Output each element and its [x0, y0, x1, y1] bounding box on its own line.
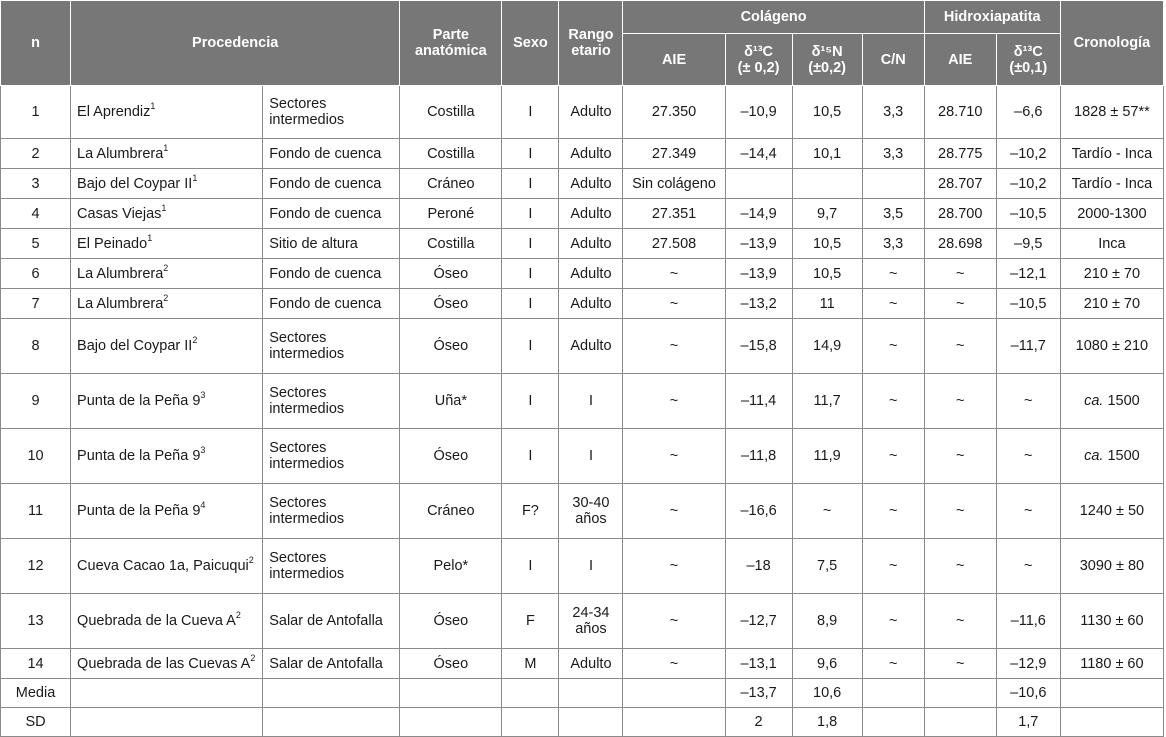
cell-d13c: –13,9 [725, 229, 792, 259]
cell-aie: ~ [623, 649, 725, 679]
cell-d13c-h: –10,2 [996, 169, 1060, 199]
empty-cell [400, 679, 502, 708]
cell-d15n: 14,9 [792, 319, 862, 374]
cell-aie-h: ~ [924, 539, 996, 594]
cell-sector: Sectores intermedios [263, 429, 400, 484]
table-row [1, 139, 1164, 169]
cell-parte: Óseo [400, 289, 502, 319]
table-row [1, 374, 1164, 429]
cell-d15n: 10,6 [792, 679, 862, 708]
cell-sitio [71, 649, 263, 679]
cell-d13c: –16,6 [725, 484, 792, 539]
empty-cell [623, 679, 725, 708]
cell-sitio [71, 484, 263, 539]
cell-sexo: I [502, 429, 559, 484]
cell-d13c: –18 [725, 539, 792, 594]
cell-d13c-h: –10,2 [996, 139, 1060, 169]
cell-crono: Tardío - Inca [1060, 169, 1163, 199]
crono-value: 1500 [1107, 393, 1140, 409]
cell-sexo: I [502, 229, 559, 259]
cell-sexo: I [502, 319, 559, 374]
cell-sitio [71, 289, 263, 319]
empty-cell [559, 679, 623, 708]
site-name: Casas Viejas [77, 205, 162, 222]
cell-d13c-h: ~ [996, 539, 1060, 594]
reference-mark: 1 [150, 101, 156, 112]
cell-edad: 30-40 años [559, 484, 623, 539]
cell-crono: Inca [1060, 229, 1163, 259]
table-row [1, 86, 1164, 139]
cell-d15n [792, 169, 862, 199]
cell-d15n: 7,5 [792, 539, 862, 594]
site-name: Cueva Cacao 1a, Paicuqui [77, 558, 249, 574]
cell-aie: ~ [623, 429, 725, 484]
header-col-d15n [792, 34, 862, 86]
cell-sitio [71, 229, 263, 259]
cell-n: 12 [1, 539, 71, 594]
header-colageno: Colágeno [623, 1, 924, 34]
cell-sector: Sectores intermedios [263, 374, 400, 429]
cell-sexo: I [502, 86, 559, 139]
cell-cn: ~ [862, 429, 924, 484]
cell-edad: Adulto [559, 169, 623, 199]
cell-aie-h: ~ [924, 374, 996, 429]
site-name: Bajo del Coypar II [77, 175, 193, 192]
reference-mark: 1 [163, 142, 169, 153]
cell-cn: ~ [862, 259, 924, 289]
cell-d13c-h: –10,5 [996, 289, 1060, 319]
header-hid-d13c-label: δ¹³C [1013, 43, 1043, 60]
cell-d15n: 11,7 [792, 374, 862, 429]
cell-edad: I [559, 429, 623, 484]
header-hid-d13c [996, 34, 1060, 86]
cell-edad: Adulto [559, 139, 623, 169]
header-hid-d13c-error: (±0,1) [1009, 59, 1048, 76]
cell-edad: Adulto [559, 649, 623, 679]
cell-parte: Cráneo [400, 484, 502, 539]
cell-aie: 27.351 [623, 199, 725, 229]
cell-n: 6 [1, 259, 71, 289]
table-row [1, 259, 1164, 289]
cell-d15n: 11 [792, 289, 862, 319]
cell-crono: 1828 ± 57** [1060, 86, 1163, 139]
cell-cn [862, 169, 924, 199]
cell-sector: Fondo de cuenca [263, 259, 400, 289]
crono-value: 1500 [1107, 448, 1140, 464]
cell-parte: Cráneo [400, 169, 502, 199]
empty-cell [71, 679, 263, 708]
cell-sector: Salar de Antofalla [263, 649, 400, 679]
cell-d13c: –13,7 [725, 679, 792, 708]
cell-sitio [71, 429, 263, 484]
header-hidroxiapatita: Hidroxiapatita [924, 1, 1060, 34]
cell-d13c: –13,9 [725, 259, 792, 289]
cell-sector: Sectores intermedios [263, 86, 400, 139]
cell-d15n: 9,6 [792, 649, 862, 679]
cell-cn: 3,3 [862, 86, 924, 139]
empty-cell [71, 708, 263, 737]
cell-d13c-h: –12,9 [996, 649, 1060, 679]
cell-sector: Fondo de cuenca [263, 139, 400, 169]
cell-sector: Sectores intermedios [263, 539, 400, 594]
site-name: Quebrada de las Cuevas A [77, 655, 251, 672]
cell-sitio [71, 319, 263, 374]
cell-crono: 1240 ± 50 [1060, 484, 1163, 539]
table-row [1, 594, 1164, 649]
reference-mark: 1 [161, 202, 167, 213]
cell-parte: Uña* [400, 374, 502, 429]
cell-d15n: ~ [792, 484, 862, 539]
site-name: Quebrada de la Cueva A [77, 613, 236, 629]
cell-cn: 3,5 [862, 199, 924, 229]
cell-parte: Óseo [400, 259, 502, 289]
cell-sector: Fondo de cuenca [263, 169, 400, 199]
cell-parte: Pelo* [400, 539, 502, 594]
table-row [1, 484, 1164, 539]
cell-edad: Adulto [559, 259, 623, 289]
cell-edad: Adulto [559, 86, 623, 139]
cell-d13c-h: –10,6 [996, 679, 1060, 708]
cell-cn: ~ [862, 649, 924, 679]
header-col-d13c [725, 34, 792, 86]
cell-aie: ~ [623, 374, 725, 429]
cell-n: 3 [1, 169, 71, 199]
cell-sector: Fondo de cuenca [263, 289, 400, 319]
reference-mark: 2 [163, 292, 169, 303]
cell-cn: 3,3 [862, 139, 924, 169]
cell-crono [1060, 374, 1163, 429]
cell-sexo: I [502, 169, 559, 199]
cell-d13c: –14,4 [725, 139, 792, 169]
table-row [1, 169, 1164, 199]
cell-aie: ~ [623, 319, 725, 374]
cell-d15n: 8,9 [792, 594, 862, 649]
cell-sitio [71, 374, 263, 429]
site-name: Punta de la Peña 9 [77, 503, 201, 519]
reference-mark: 1 [192, 172, 198, 183]
header-d13c-error: (± 0,2) [737, 59, 780, 76]
empty-cell [263, 708, 400, 737]
cell-aie-h: ~ [924, 484, 996, 539]
header-rango-etario [559, 1, 623, 86]
cell-n: 1 [1, 86, 71, 139]
cell-d13c-h: 1,7 [996, 708, 1060, 737]
cell-crono: Tardío - Inca [1060, 139, 1163, 169]
cell-aie-h: 28.698 [924, 229, 996, 259]
cell-d13c-h: –11,6 [996, 594, 1060, 649]
cell-d13c: –11,4 [725, 374, 792, 429]
cell-aie: ~ [623, 289, 725, 319]
cell-crono: 210 ± 70 [1060, 259, 1163, 289]
cell-d13c-h: –6,6 [996, 86, 1060, 139]
cell-crono: 1080 ± 210 [1060, 319, 1163, 374]
circa-prefix: ca. [1084, 393, 1104, 409]
cell-d15n: 10,5 [792, 259, 862, 289]
reference-mark: 2 [248, 555, 254, 566]
header-rango-line2: etario [571, 43, 611, 59]
cell-d13c-h: ~ [996, 374, 1060, 429]
cell-sexo: I [502, 289, 559, 319]
table-row [1, 539, 1164, 594]
empty-cell [502, 708, 559, 737]
cell-aie-h: ~ [924, 594, 996, 649]
cell-aie-h: ~ [924, 289, 996, 319]
cell-n: 5 [1, 229, 71, 259]
cell-d13c: –10,9 [725, 86, 792, 139]
summary-row-media [1, 679, 1164, 708]
cell-sitio [71, 169, 263, 199]
empty-cell [862, 679, 924, 708]
cell-cn: ~ [862, 539, 924, 594]
cell-aie-h: 28.700 [924, 199, 996, 229]
cell-d15n: 9,7 [792, 199, 862, 229]
cell-d13c-h: –12,1 [996, 259, 1060, 289]
reference-mark: 1 [147, 232, 153, 243]
cell-n: 7 [1, 289, 71, 319]
cell-aie: ~ [623, 594, 725, 649]
cell-d13c: 2 [725, 708, 792, 737]
header-cronologia: Cronología [1060, 1, 1163, 86]
header-d15n-error: (±0,2) [808, 59, 847, 76]
cell-aie-h: 28.775 [924, 139, 996, 169]
cell-d13c: –15,8 [725, 319, 792, 374]
cell-d15n: 11,9 [792, 429, 862, 484]
header-col-aie: AIE [623, 34, 725, 86]
cell-sitio [71, 259, 263, 289]
cell-sitio [71, 594, 263, 649]
cell-n: 10 [1, 429, 71, 484]
cell-cn: ~ [862, 319, 924, 374]
header-sexo: Sexo [502, 1, 559, 86]
cell-cn: ~ [862, 289, 924, 319]
reference-mark: 3 [200, 445, 206, 456]
reference-mark: 2 [235, 610, 241, 621]
cell-summary-label: SD [1, 708, 71, 737]
table-row [1, 289, 1164, 319]
empty-cell [263, 679, 400, 708]
cell-aie-h: ~ [924, 259, 996, 289]
cell-parte: Óseo [400, 319, 502, 374]
header-hid-aie: AIE [924, 34, 996, 86]
cell-sitio [71, 139, 263, 169]
cell-crono: 1180 ± 60 [1060, 649, 1163, 679]
header-n: n [1, 1, 71, 86]
reference-mark: 2 [250, 652, 256, 663]
cell-cn: ~ [862, 484, 924, 539]
empty-cell [924, 679, 996, 708]
cell-d13c [725, 169, 792, 199]
cell-parte: Óseo [400, 594, 502, 649]
table-row [1, 229, 1164, 259]
cell-n: 9 [1, 374, 71, 429]
cell-crono: 2000-1300 [1060, 199, 1163, 229]
cell-aie: 27.508 [623, 229, 725, 259]
cell-sexo: F? [502, 484, 559, 539]
table-body [1, 86, 1164, 737]
cell-n: 4 [1, 199, 71, 229]
cell-parte: Óseo [400, 429, 502, 484]
cell-aie-h: ~ [924, 429, 996, 484]
site-name: El Peinado [77, 235, 148, 252]
header-d13c-label: δ¹³C [744, 43, 774, 60]
cell-sitio [71, 539, 263, 594]
cell-cn: ~ [862, 374, 924, 429]
cell-sitio [71, 86, 263, 139]
cell-aie: ~ [623, 539, 725, 594]
header-parte-line1: Parte [432, 27, 469, 43]
cell-aie: ~ [623, 484, 725, 539]
cell-aie-h: 28.707 [924, 169, 996, 199]
cell-parte: Costilla [400, 229, 502, 259]
empty-cell [862, 708, 924, 737]
reference-mark: 4 [200, 500, 206, 511]
cell-sexo: I [502, 139, 559, 169]
empty-cell [1060, 679, 1163, 708]
reference-mark: 3 [200, 390, 206, 401]
cell-n: 13 [1, 594, 71, 649]
empty-cell [924, 708, 996, 737]
cell-parte: Óseo [400, 649, 502, 679]
cell-d13c: –13,1 [725, 649, 792, 679]
cell-sexo: I [502, 374, 559, 429]
cell-d15n: 10,1 [792, 139, 862, 169]
site-name: La Alumbrera [77, 295, 164, 312]
site-name: Punta de la Peña 9 [77, 393, 201, 409]
cell-sector: Salar de Antofalla [263, 594, 400, 649]
cell-sexo: I [502, 539, 559, 594]
cell-sitio [71, 199, 263, 229]
empty-cell [502, 679, 559, 708]
cell-d13c-h: ~ [996, 429, 1060, 484]
cell-n: 2 [1, 139, 71, 169]
cell-n: 8 [1, 319, 71, 374]
cell-d13c-h: –11,7 [996, 319, 1060, 374]
circa-prefix: ca. [1084, 448, 1104, 464]
cell-aie-h: 28.710 [924, 86, 996, 139]
cell-cn: ~ [862, 594, 924, 649]
reference-mark: 2 [163, 262, 169, 273]
cell-d15n: 1,8 [792, 708, 862, 737]
cell-edad: Adulto [559, 289, 623, 319]
header-rango-line1: Rango [568, 27, 614, 43]
cell-sector: Sectores intermedios [263, 484, 400, 539]
cell-aie-h: ~ [924, 649, 996, 679]
cell-d15n: 10,5 [792, 229, 862, 259]
table-row [1, 319, 1164, 374]
summary-row-sd [1, 708, 1164, 737]
header-d15n-label: δ¹⁵N [811, 43, 843, 60]
cell-d13c: –11,8 [725, 429, 792, 484]
cell-d13c-h: ~ [996, 484, 1060, 539]
cell-aie-h: ~ [924, 319, 996, 374]
site-name: Bajo del Coypar II [77, 338, 193, 354]
cell-cn: 3,3 [862, 229, 924, 259]
cell-sector: Fondo de cuenca [263, 199, 400, 229]
cell-sector: Sitio de altura [263, 229, 400, 259]
cell-n: 11 [1, 484, 71, 539]
header-col-cn: C/N [862, 34, 924, 86]
cell-aie: ~ [623, 259, 725, 289]
empty-cell [1060, 708, 1163, 737]
cell-sexo: I [502, 199, 559, 229]
cell-edad: I [559, 539, 623, 594]
cell-n: 14 [1, 649, 71, 679]
cell-sexo: I [502, 259, 559, 289]
cell-d13c: –14,9 [725, 199, 792, 229]
table-row [1, 649, 1164, 679]
cell-sector: Sectores intermedios [263, 319, 400, 374]
cell-d15n: 10,5 [792, 86, 862, 139]
cell-crono [1060, 429, 1163, 484]
table-row [1, 199, 1164, 229]
site-name: La Alumbrera [77, 145, 164, 162]
cell-sexo: F [502, 594, 559, 649]
cell-aie: 27.350 [623, 86, 725, 139]
cell-sexo: M [502, 649, 559, 679]
cell-summary-label: Media [1, 679, 71, 708]
cell-parte: Costilla [400, 86, 502, 139]
cell-edad: I [559, 374, 623, 429]
reference-mark: 2 [192, 335, 198, 346]
cell-parte: Costilla [400, 139, 502, 169]
empty-cell [400, 708, 502, 737]
cell-edad: Adulto [559, 319, 623, 374]
cell-d13c: –12,7 [725, 594, 792, 649]
empty-cell [559, 708, 623, 737]
site-name: La Alumbrera [77, 265, 164, 282]
cell-edad: 24-34 años [559, 594, 623, 649]
cell-crono: 1130 ± 60 [1060, 594, 1163, 649]
cell-crono: 210 ± 70 [1060, 289, 1163, 319]
cell-d13c-h: –9,5 [996, 229, 1060, 259]
site-name: El Aprendiz [77, 104, 151, 120]
cell-parte: Peroné [400, 199, 502, 229]
header-parte-anatomica [400, 1, 502, 86]
cell-crono: 3090 ± 80 [1060, 539, 1163, 594]
cell-d13c: –13,2 [725, 289, 792, 319]
cell-edad: Adulto [559, 199, 623, 229]
header-parte-line2: anatómica [414, 43, 487, 59]
cell-aie: 27.349 [623, 139, 725, 169]
empty-cell [623, 708, 725, 737]
table-row [1, 429, 1164, 484]
cell-edad: Adulto [559, 229, 623, 259]
header-procedencia: Procedencia [71, 1, 400, 86]
site-name: Punta de la Peña 9 [77, 448, 201, 464]
cell-d13c-h: –10,5 [996, 199, 1060, 229]
cell-aie: Sin colágeno [623, 169, 725, 199]
